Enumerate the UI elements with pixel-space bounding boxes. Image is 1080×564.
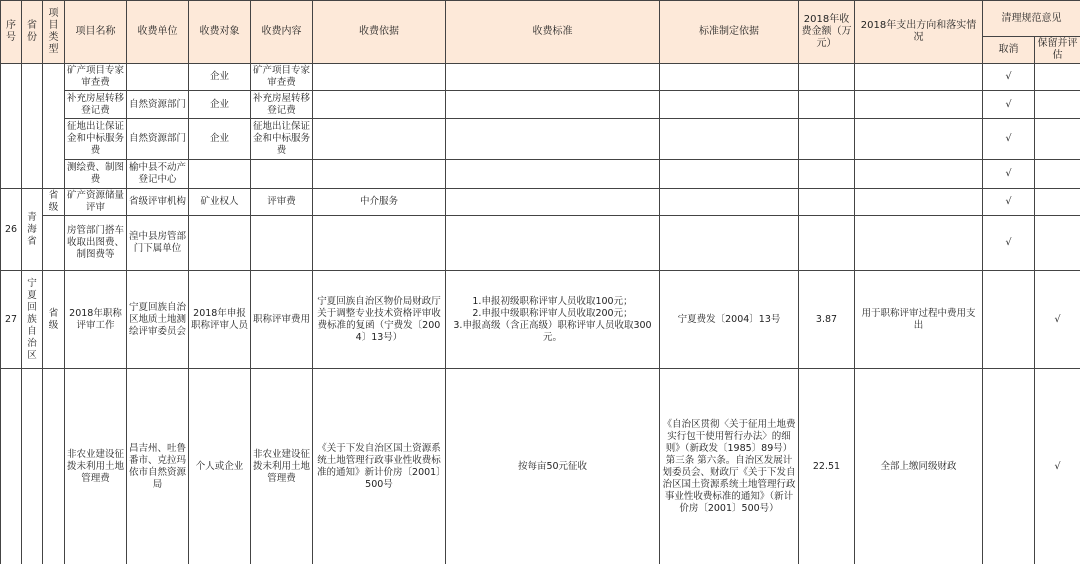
table-row: [1, 271, 1080, 369]
header-opinion: 清理规范意见: [983, 1, 1080, 37]
standard-basis-cell: [660, 189, 799, 216]
seq-cell: 26: [1, 189, 22, 271]
cancel-check: √: [983, 64, 1035, 91]
header-fee-content: 收费内容: [251, 1, 313, 64]
fee-target-cell: 2018年申报职称评审人员: [189, 271, 251, 369]
table-row: [1, 64, 1080, 91]
amount-cell: [799, 91, 855, 119]
expenditure-cell: [855, 64, 983, 91]
fee-target-cell: 企业: [189, 119, 251, 160]
fee-unit-cell: 自然资源部门: [127, 119, 189, 160]
header-project-name: 项目名称: [65, 1, 127, 64]
keep-check: [1035, 64, 1080, 91]
fee-content-cell: 评审费: [251, 189, 313, 216]
header-fee-unit: 收费单位: [127, 1, 189, 64]
fee-content-cell: 非农业建设征拨未利用土地管理费: [251, 369, 313, 564]
table-row: [1, 216, 1080, 271]
header-project-type: 项目类型: [43, 1, 65, 64]
fee-basis-cell: [313, 160, 446, 189]
province-cell: 宁夏回族自治区: [22, 271, 43, 369]
table-row: [1, 91, 1080, 119]
fee-basis-cell: [313, 64, 446, 91]
fee-basis-cell: 《关于下发自治区国土资源系统土地管理行政事业性收费标准的通知》新计价房〔2001〕500号: [313, 369, 446, 564]
cancel-check: [983, 369, 1035, 564]
fee-standard-cell: 按每亩50元征收: [446, 369, 660, 564]
header-seq: 序号: [1, 1, 22, 64]
type-cell: [43, 369, 65, 564]
seq-cell: [1, 64, 22, 189]
project-name-cell: 矿产项目专家审查费: [65, 64, 127, 91]
standard-basis-cell: [660, 91, 799, 119]
fee-target-cell: 矿业权人: [189, 189, 251, 216]
header-keep: 保留并评估: [1035, 37, 1080, 64]
standard-line: 2.申报中级职称评审人员收取200元；: [472, 307, 633, 319]
project-name-cell: 测绘费、制图费: [65, 160, 127, 189]
type-cell: [43, 64, 65, 189]
table-row: [1, 160, 1080, 189]
expenditure-cell: [855, 91, 983, 119]
amount-cell: [799, 119, 855, 160]
standard-line: 1.申报初级职称评审人员收取100元；: [472, 295, 633, 307]
fee-target-cell: [189, 160, 251, 189]
keep-check: √: [1035, 271, 1080, 369]
fee-target-cell: 企业: [189, 91, 251, 119]
cancel-check: √: [983, 119, 1035, 160]
cancel-check: √: [983, 160, 1035, 189]
fee-standard-cell: [446, 64, 660, 91]
fee-unit-cell: 榆中县不动产登记中心: [127, 160, 189, 189]
keep-check: [1035, 91, 1080, 119]
standard-basis-cell: 《自治区贯彻〈关于征用土地费实行包干使用暂行办法〉的细则》（新政发〔1985〕89号）第三条 第六条。自治区发展计划委员会、财政厅《关于下发自治区国土资源系统土地管理行政事业性收费标准的通知》（新计价房〔2001〕500号）: [660, 369, 799, 564]
fee-target-cell: 企业: [189, 64, 251, 91]
fee-standard-cell: [446, 271, 660, 369]
keep-check: √: [1035, 369, 1080, 564]
header-cancel: 取消: [983, 37, 1035, 64]
table-row: [1, 119, 1080, 160]
amount-cell: [799, 160, 855, 189]
amount-cell: [799, 216, 855, 271]
fee-unit-cell: [127, 64, 189, 91]
cancel-check: √: [983, 216, 1035, 271]
cancel-check: √: [983, 189, 1035, 216]
fee-standard-cell: [446, 216, 660, 271]
expenditure-cell: 全部上缴同级财政: [855, 369, 983, 564]
fee-content-cell: [251, 160, 313, 189]
project-name-cell: 补充房屋转移登记费: [65, 91, 127, 119]
fee-content-cell: 补充房屋转移登记费: [251, 91, 313, 119]
type-cell: 省级: [43, 189, 65, 216]
keep-check: [1035, 160, 1080, 189]
province-cell: [22, 64, 43, 189]
fee-content-cell: 征地出让保证金和中标服务费: [251, 119, 313, 160]
cancel-check: [983, 271, 1035, 369]
header-fee-standard: 收费标准: [446, 1, 660, 64]
fee-basis-cell: 中介服务: [313, 189, 446, 216]
fee-unit-cell: 宁夏回族自治区地质土地测绘评审委员会: [127, 271, 189, 369]
expenditure-cell: [855, 189, 983, 216]
amount-cell: [799, 64, 855, 91]
expenditure-cell: [855, 216, 983, 271]
fee-standard-cell: [446, 119, 660, 160]
type-cell: [43, 216, 65, 271]
fee-unit-cell: 省级评审机构: [127, 189, 189, 216]
seq-cell: [1, 369, 22, 564]
amount-cell: 3.87: [799, 271, 855, 369]
standard-basis-cell: [660, 160, 799, 189]
header-expenditure: 2018年支出方向和落实情况: [855, 1, 983, 64]
table-row: [1, 369, 1080, 564]
project-name-cell: 矿产资源储量评审: [65, 189, 127, 216]
standard-basis-cell: [660, 216, 799, 271]
fee-unit-cell: 自然资源部门: [127, 91, 189, 119]
project-name-cell: 非农业建设征拨未利用土地管理费: [65, 369, 127, 564]
header-fee-basis: 收费依据: [313, 1, 446, 64]
fee-basis-cell: [313, 91, 446, 119]
header-province: 省份: [22, 1, 43, 64]
fee-target-cell: 个人或企业: [189, 369, 251, 564]
province-cell: 青海省: [22, 189, 43, 271]
province-cell: [22, 369, 43, 564]
expenditure-cell: [855, 119, 983, 160]
standard-basis-cell: [660, 64, 799, 91]
fee-unit-cell: 湟中县房管部门下属单位: [127, 216, 189, 271]
header-row: [1, 1, 1080, 37]
standard-basis-cell: [660, 119, 799, 160]
fee-content-cell: 职称评审费用: [251, 271, 313, 369]
fee-content-cell: 矿产项目专家审查费: [251, 64, 313, 91]
fee-standard-cell: [446, 91, 660, 119]
amount-cell: [799, 189, 855, 216]
standard-basis-cell: 宁夏费发〔2004〕13号: [660, 271, 799, 369]
header-fee-target: 收费对象: [189, 1, 251, 64]
seq-cell: 27: [1, 271, 22, 369]
amount-cell: 22.51: [799, 369, 855, 564]
header-standard-basis: 标准制定依据: [660, 1, 799, 64]
fee-target-cell: [189, 216, 251, 271]
project-name-cell: 房管部门搭车收取出图费、制图费等: [65, 216, 127, 271]
fee-standard-cell: [446, 189, 660, 216]
keep-check: [1035, 119, 1080, 160]
header-amount: 2018年收费金额（万元）: [799, 1, 855, 64]
fee-content-cell: [251, 216, 313, 271]
fee-standard-cell: [446, 160, 660, 189]
keep-check: [1035, 189, 1080, 216]
fee-unit-cell: 昌吉州、吐鲁番市、克拉玛依市自然资源局: [127, 369, 189, 564]
cancel-check: √: [983, 91, 1035, 119]
fee-basis-cell: 宁夏回族自治区物价局财政厅关于调整专业技术资格评审收费标准的复函（宁费发〔2004〕13号）: [313, 271, 446, 369]
project-name-cell: 2018年职称评审工作: [65, 271, 127, 369]
expenditure-cell: 用于职称评审过程中费用支出: [855, 271, 983, 369]
keep-check: [1035, 216, 1080, 271]
fee-basis-cell: [313, 216, 446, 271]
standard-line: 3.申报高级（含正高级）职称评审人员收取300元。: [453, 319, 652, 343]
table-row: [1, 189, 1080, 216]
type-cell: 省级: [43, 271, 65, 369]
project-name-cell: 征地出让保证金和中标服务费: [65, 119, 127, 160]
expenditure-cell: [855, 160, 983, 189]
fee-basis-cell: [313, 119, 446, 160]
